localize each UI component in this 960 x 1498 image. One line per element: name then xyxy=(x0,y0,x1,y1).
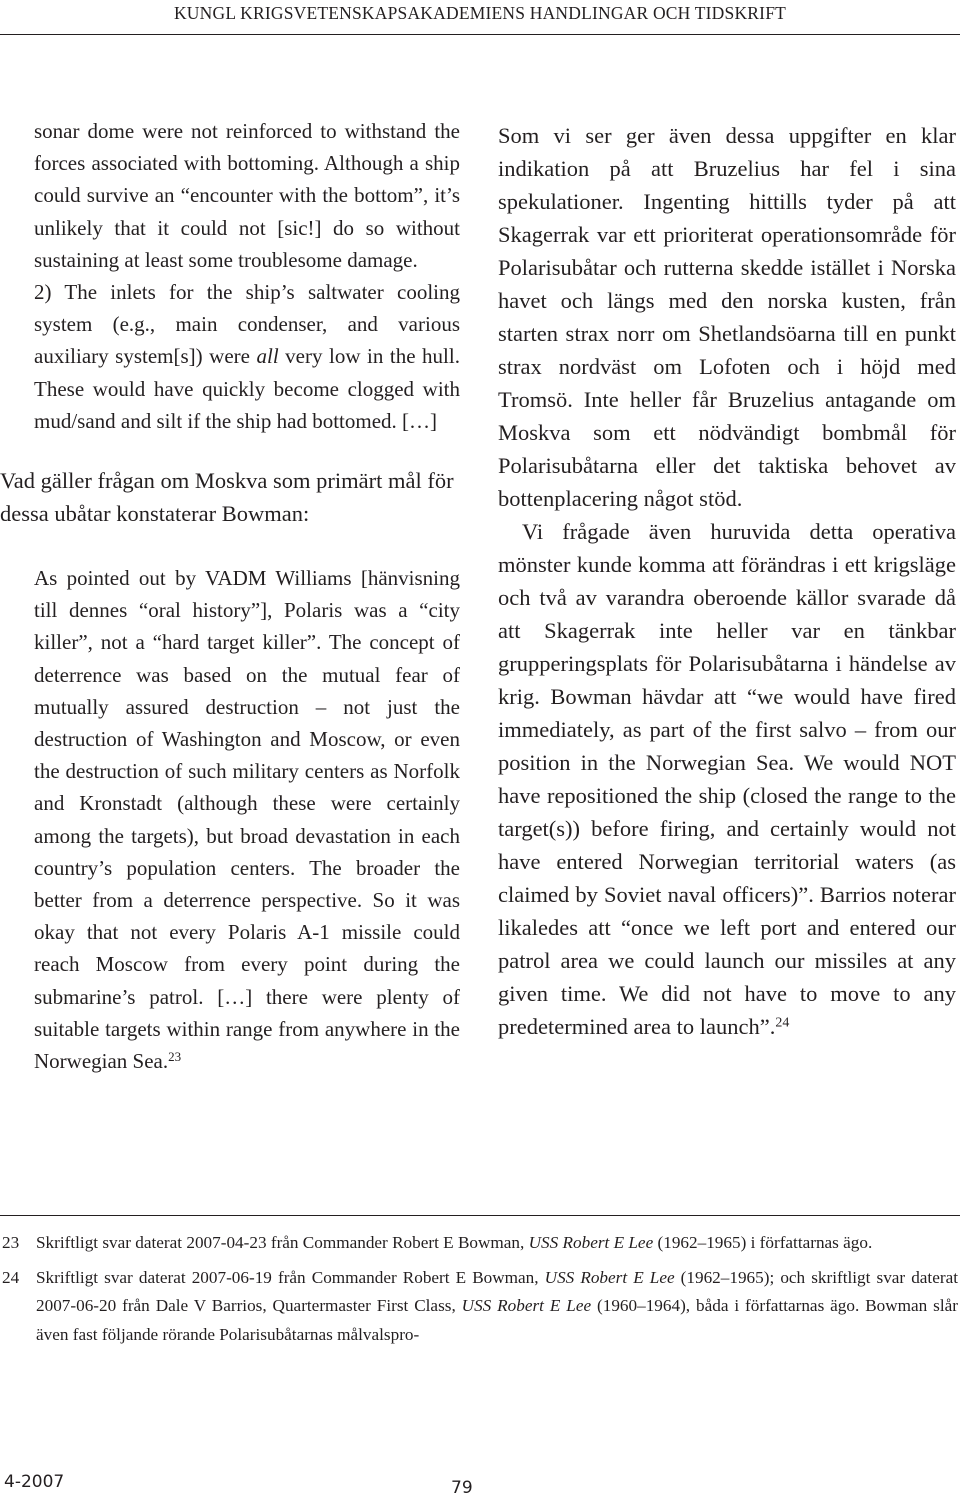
block-quote-bowman xyxy=(34,562,460,1077)
left-column xyxy=(0,115,462,1077)
footnote-text-part: (1960–1964), båda i författarnas ägo. Bowman slår även fast följande rörande Polarisubåtarnas målvalspro- xyxy=(36,1296,958,1344)
footnote-text-part: Skriftligt svar daterat 2007-04-23 från Commander Robert E Bowman, xyxy=(36,1233,529,1252)
ship-name: USS Robert E Lee xyxy=(544,1267,675,1287)
footnote-text-part: Skriftligt svar daterat 2007-06-19 från Commander Robert E Bowman, xyxy=(36,1267,545,1287)
page-footer xyxy=(0,1470,960,1496)
body-text: Vi frågade även huruvida detta operativa mönster kunde komma att förändras i ett krigsläge och två av varandra oberoende källor svarade då att Skagerrak inte heller var en tänkbar grupperingsplats för Polarisubåtarna i händelse av krig. Bowman hävdar att “we would have fired immediately, as part of the first salvo – from our position in the Norwegian Sea. We would NOT have repositioned the ship (closed the range to the target(s)) before firing, and certainly would not have entered Norwegian territorial waters (as claimed by Soviet naval officers)”. Barrios noterar likaledes att “once we left port and entered our patrol area we could launch our missiles at any given time. We did not have to move to any predetermined area to launch”. xyxy=(498,519,956,1039)
footnote-text-part: (1962–1965); och skriftligt svar daterat 2007-06-20 från Dale V Barrios, Quartermaster First Class, xyxy=(36,1267,958,1315)
footnotes xyxy=(0,1229,958,1355)
quote-text: As pointed out by VADM Williams [hänvisning till dennes “oral history”], Polaris was a “city killer”, not a “hard target killer”. The concept of deterrence was based on the mutual fear of mutually assured destruction – not just the destruction of Washington and Moscow, or even the destruction of such military centers as Norfolk and Kronstadt (although these were certainly among the targets), but broad devastation in each country’s population centers. The broader the better from a deterrence perspective. So it was okay that not every Polaris A-1 missile could reach Moscow from every point during the submarine’s patrol. […] there were plenty of suitable targets within range from anywhere in the Norwegian Sea. xyxy=(34,566,460,1074)
page-number: 79 xyxy=(451,1478,473,1498)
footnote-ref-24[interactable]: 24 xyxy=(775,1015,790,1031)
right-column xyxy=(498,119,956,1043)
body-paragraph-1: Som vi ser ger även dessa uppgifter en klar indikation på att Bruzelius har fel i sina spekulationer. Ingenting hittills tyder på att Skagerrak var ett prioriterat operationsområde för Polarisubåtar och rutterna skedde istället i Norska havet och längs med den norska kusten, från starten strax norr om Shetlandsöarna till en punkt strax nordväst om Lofoten och i höjd med Tromsö. Inte heller får Bruzelius antagande om Moskva som ett nödvändigt bombmål för Polarisubåtarna eller det taktiska behovet av bottenplacering något stöd. xyxy=(498,123,956,511)
quote-paragraph-2 xyxy=(34,276,460,437)
quote-text: 2) The inlets for the ship’s saltwater cooling system (e.g., main condenser, and various auxiliary system[s]) were xyxy=(34,280,460,369)
quote-paragraph-1: sonar dome were not reinforced to withstand the forces associated with bottoming. Although a ship could survive an “encounter with the bottom”, it’s unlikely that it could not [sic!] do so without sustaining at least some troublesome damage. xyxy=(34,119,460,272)
quote-text: very low in the hull. These would have quickly become clogged with mud/sand and silt if the ship had bottomed. […] xyxy=(34,344,460,433)
quote-bowman-text xyxy=(34,562,460,1077)
issue-label: 4-2007 xyxy=(4,1472,65,1492)
lead-paragraph: Vad gäller frågan om Moskva som primärt mål för dessa ubåtar konstaterar Bowman: xyxy=(0,468,454,527)
footnote-text xyxy=(36,1264,958,1350)
footnote-text xyxy=(36,1229,958,1258)
footnote-number: 23 xyxy=(2,1233,20,1252)
body-paragraph-2 xyxy=(498,515,956,1043)
ship-name: USS Robert E Lee xyxy=(528,1233,654,1252)
header-rule xyxy=(0,34,960,35)
footnote-text-part: (1962–1965) i författarnas ägo. xyxy=(653,1233,873,1252)
journal-title: KUNGL KRIGSVETENSKAPSAKADEMIENS HANDLINGAR OCH TIDSKRIFT xyxy=(173,3,787,23)
footnote-ref-23[interactable]: 23 xyxy=(168,1048,182,1064)
block-quote-continued xyxy=(34,115,460,437)
ship-name: USS Robert E Lee xyxy=(461,1296,592,1315)
footnote-rule xyxy=(0,1215,960,1216)
emphasis-all: all xyxy=(256,344,279,369)
running-header xyxy=(0,0,960,34)
footnote-number: 24 xyxy=(2,1267,20,1287)
footnote-24 xyxy=(0,1264,958,1350)
footnote-23 xyxy=(0,1229,958,1258)
